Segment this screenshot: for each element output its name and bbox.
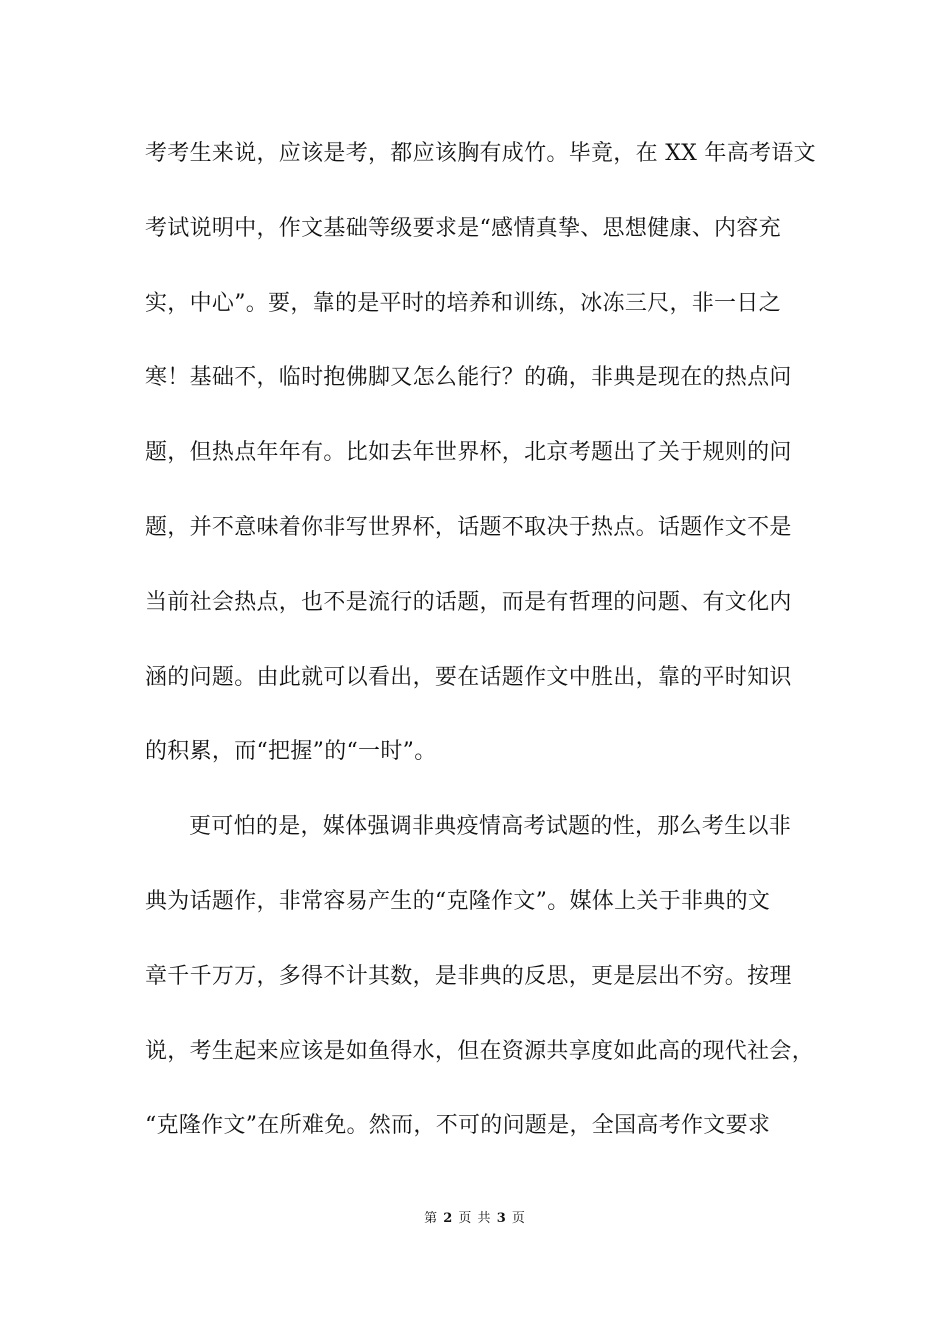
text-line: “克隆作文”在所难免。然而，不可的问题是，全国高考作文要求 — [145, 1113, 771, 1139]
text-line: 考试说明中，作文基础等级要求是“感情真挚、思想健康、内容充 — [145, 215, 781, 241]
footer-suffix: 页 — [511, 1211, 526, 1226]
text-line: 题，并不意味着你非写世界杯，话题不取决于热点。话题作文不是 — [145, 514, 792, 540]
text-line: 的积累，而“把握”的“一时”。 — [145, 739, 437, 765]
footer-middle: 页 共 — [458, 1211, 492, 1226]
text-line: 题，但热点年年有。比如去年世界杯，北京考题出了关于规则的问 — [145, 440, 792, 466]
total-pages-number: 3 — [496, 1211, 507, 1226]
text-line: 寒！基础不，临时抱佛脚又怎么能行？的确，非典是现在的热点问 — [145, 365, 792, 391]
text-line: 考考生来说，应该是考，都应该胸有成竹。毕竟，在 XX 年高考语文 — [145, 141, 816, 166]
paragraph — [145, 805, 825, 1179]
text-line: 涵的问题。由此就可以看出，要在话题作文中胜出，靠的平时知识 — [145, 664, 792, 690]
text-line: 典为话题作，非常容易产生的“克隆作文”。媒体上关于非典的文 — [145, 888, 771, 914]
text-line: 章千千万万，多得不计其数，是非典的反思，更是层出不穷。按理 — [145, 963, 792, 989]
page-footer — [0, 1207, 950, 1226]
footer-prefix: 第 — [424, 1211, 439, 1226]
text-line: 当前社会热点，也不是流行的话题，而是有哲理的问题、有文化内 — [145, 589, 792, 615]
paragraph — [145, 132, 825, 805]
text-line: 实，中心”。要，靠的是平时的培养和训练，冰冻三尺，非一日之 — [145, 290, 781, 316]
current-page-number: 2 — [443, 1211, 454, 1226]
text-line: 更可怕的是，媒体强调非典疫情高考试题的性，那么考生以非 — [189, 814, 792, 840]
text-line: 说，考生起来应该是如鱼得水，但在资源共享度如此高的现代社会， — [145, 1038, 815, 1064]
body-text — [145, 132, 825, 1179]
